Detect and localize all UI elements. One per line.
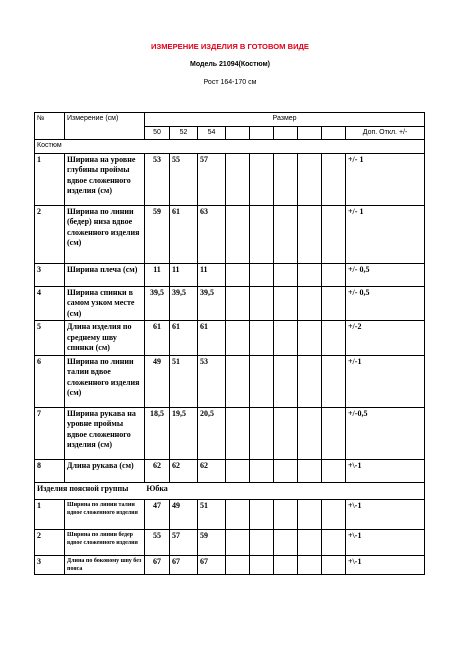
- row-value-52: 55: [170, 153, 198, 205]
- row-tolerance: +\-1: [346, 499, 425, 529]
- row-value-54: 57: [198, 153, 226, 205]
- header-size: Размер: [145, 113, 425, 127]
- row-number: 1: [35, 499, 65, 529]
- row-value-52: 62: [170, 459, 198, 482]
- row-tolerance: +/- 0,5: [346, 286, 425, 321]
- height-range: Рост 164-170 см: [203, 79, 257, 86]
- header-number: №: [35, 113, 65, 140]
- row-value-54: 61: [198, 321, 226, 356]
- table-row: [35, 205, 425, 263]
- header-tolerance: Доп. Откл. +/-: [346, 126, 425, 140]
- table-row: [35, 286, 425, 321]
- row-number: 2: [35, 205, 65, 263]
- row-label: Длина рукава (см): [65, 459, 145, 482]
- row-tolerance: +\-1: [346, 459, 425, 482]
- table-row: [35, 459, 425, 482]
- row-tolerance: +\-1: [346, 555, 425, 574]
- section-skirt: Юбка: [146, 483, 168, 493]
- size-52: 52: [170, 126, 198, 140]
- row-value-50: 49: [145, 355, 170, 407]
- row-value-50: 59: [145, 205, 170, 263]
- row-value-54: 63: [198, 205, 226, 263]
- row-number: 7: [35, 407, 65, 459]
- row-value-54: 39,5: [198, 286, 226, 321]
- table-row: [35, 263, 425, 286]
- row-label: Ширина на уровне глубины проймы вдвое сложенного изделия (см): [65, 153, 145, 205]
- row-label: Ширина по линии (бедер) низа вдвое сложенного изделия (см): [65, 205, 145, 263]
- row-value-52: 39,5: [170, 286, 198, 321]
- row-number: 5: [35, 321, 65, 356]
- row-label: Ширина по линии талии вдвое сложенного изделия: [65, 499, 145, 529]
- row-tolerance: +/-2: [346, 321, 425, 356]
- row-tolerance: +/-0,5: [346, 407, 425, 459]
- table-row: [35, 153, 425, 205]
- row-value-52: 67: [170, 555, 198, 574]
- row-number: 1: [35, 153, 65, 205]
- model-name: Модель 21094(Костюм): [189, 61, 270, 68]
- row-tolerance: +/-1: [346, 355, 425, 407]
- row-label: Ширина спинки в самом узком месте (см): [65, 286, 145, 321]
- row-value-52: 61: [170, 321, 198, 356]
- row-number: 6: [35, 355, 65, 407]
- row-value-54: 59: [198, 529, 226, 555]
- row-value-54: 11: [198, 263, 226, 286]
- row-number: 3: [35, 263, 65, 286]
- table-row: [35, 499, 425, 529]
- row-value-50: 39,5: [145, 286, 170, 321]
- row-number: 3: [35, 555, 65, 574]
- row-value-52: 11: [170, 263, 198, 286]
- table-row: [35, 321, 425, 356]
- size-50: 50: [145, 126, 170, 140]
- row-value-52: 49: [170, 499, 198, 529]
- row-value-50: 55: [145, 529, 170, 555]
- row-value-54: 67: [198, 555, 226, 574]
- table-row: [35, 355, 425, 407]
- row-tolerance: +\-1: [346, 529, 425, 555]
- row-value-54: 53: [198, 355, 226, 407]
- row-label: Длина по боковому шву без пояса: [65, 555, 145, 574]
- row-value-54: 62: [198, 459, 226, 482]
- row-label: Ширина плеча (см): [65, 263, 145, 286]
- row-tolerance: +/- 1: [346, 205, 425, 263]
- row-value-52: 51: [170, 355, 198, 407]
- row-value-50: 62: [145, 459, 170, 482]
- row-value-50: 61: [145, 321, 170, 356]
- row-value-50: 53: [145, 153, 170, 205]
- row-number: 4: [35, 286, 65, 321]
- row-label: Длина изделия по среднему шву спинки (см): [65, 321, 145, 356]
- section-waist-group: Изделия поясной группы Юбка: [35, 482, 425, 499]
- row-value-52: 19,5: [170, 407, 198, 459]
- table-row: [35, 529, 425, 555]
- row-value-52: 61: [170, 205, 198, 263]
- section-costume: Костюм: [35, 140, 425, 154]
- row-label: Ширина по линии бедер вдвое сложенного изделия: [65, 529, 145, 555]
- row-number: 8: [35, 459, 65, 482]
- row-value-52: 57: [170, 529, 198, 555]
- row-number: 2: [35, 529, 65, 555]
- row-label: Ширина рукава на уровне проймы вдвое сложенного изделия (см): [65, 407, 145, 459]
- row-label: Ширина по линии талии вдвое сложенного изделия (см): [65, 355, 145, 407]
- row-value-50: 47: [145, 499, 170, 529]
- row-tolerance: +/- 1: [346, 153, 425, 205]
- header-measurement: Измерение (см): [65, 113, 145, 140]
- row-value-50: 67: [145, 555, 170, 574]
- size-54: 54: [198, 126, 226, 140]
- document-title: ИЗМЕРЕНИЕ ИЗДЕЛИЯ В ГОТОВОМ ВИДЕ: [150, 42, 309, 51]
- table-row: [35, 407, 425, 459]
- measurement-table: [34, 112, 425, 575]
- row-value-54: 51: [198, 499, 226, 529]
- row-value-50: 11: [145, 263, 170, 286]
- table-row: [35, 555, 425, 574]
- row-tolerance: +/- 0,5: [346, 263, 425, 286]
- row-value-54: 20,5: [198, 407, 226, 459]
- row-value-50: 18,5: [145, 407, 170, 459]
